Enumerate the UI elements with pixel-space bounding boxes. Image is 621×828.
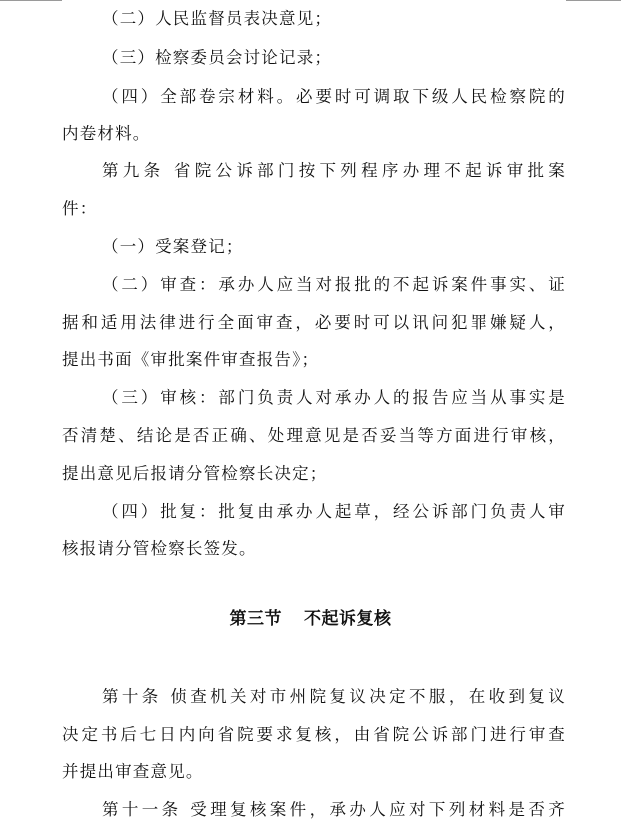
step-2-review-line-2: 据和适用法律进行全面审查，必要时可以讯问犯罪嫌疑人，: [62, 313, 566, 332]
article-10-line-3: 并提出审查意见。: [62, 762, 204, 781]
header-rule-left: [0, 0, 62, 1]
item-line-2-opinion: （二）人民监督员表决意见；: [102, 9, 333, 28]
item-line-4-continued: 内卷材料。: [62, 124, 151, 143]
step-1-registration: （一）受案登记；: [102, 237, 244, 256]
article-9-line-2: 件：: [62, 199, 98, 218]
article-10-line-2: 决定书后七日内向省院要求复核，由省院公诉部门进行审查: [62, 725, 566, 744]
step-3-audit-line-3: 提出意见后报请分管检察长决定；: [62, 464, 328, 483]
article-9-line-1: 第九条 省院公诉部门按下列程序办理不起诉审批案: [102, 161, 566, 180]
section-title: [0, 605, 621, 633]
step-3-audit-line-1: （三）审核：部门负责人对承办人的报告应当从事实是: [102, 388, 566, 407]
step-3-audit-line-2: 否清楚、结论是否正确、处理意见是否妥当等方面进行审核，: [62, 426, 566, 445]
step-2-review-line-3: 提出书面《审批案件审查报告》；: [62, 350, 320, 369]
step-4-approval-line-2: 核报请分管检察长签发。: [62, 539, 257, 558]
header-rule-right: [566, 0, 621, 1]
section-heading: 不起诉复核: [304, 609, 392, 629]
step-4-approval-line-1: （四）批复：批复由承办人起草，经公诉部门负责人审: [102, 502, 566, 521]
section-number: 第三节: [229, 609, 282, 629]
item-line-4-materials: （四）全部卷宗材料。必要时可调取下级人民检察院的: [102, 87, 566, 106]
article-10-line-1: 第十条 侦查机关对市州院复议决定不服，在收到复议: [102, 687, 566, 706]
article-11-line-1: 第十一条 受理复核案件，承办人应对下列材料是否齐: [102, 800, 566, 819]
step-2-review-line-1: （二）审查：承办人应当对报批的不起诉案件事实、证: [102, 275, 566, 294]
item-line-3-minutes: （三）检察委员会讨论记录；: [102, 48, 333, 67]
